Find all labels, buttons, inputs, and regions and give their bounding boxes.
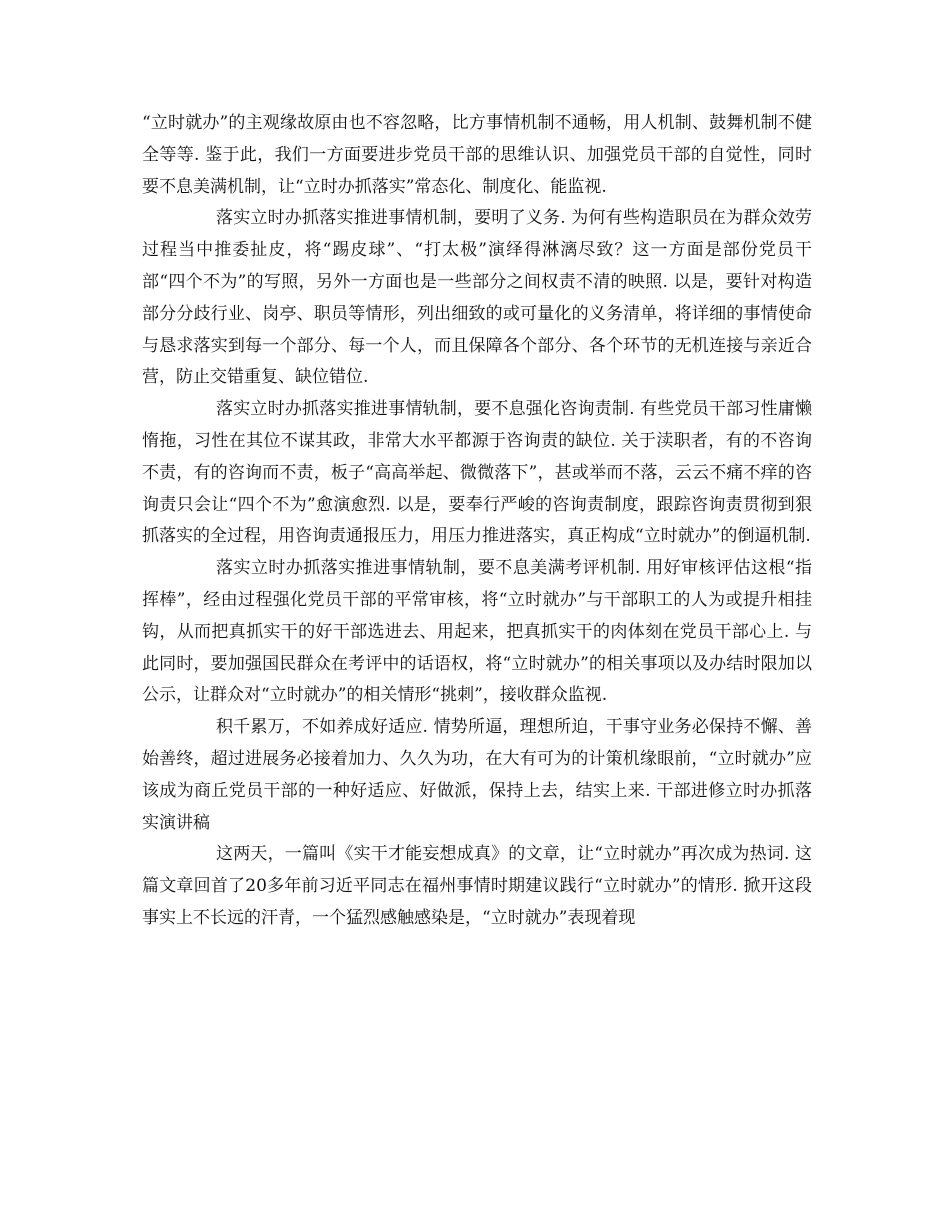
paragraph-4: 落实立时办抓落实推进事情轨制，要不息美满考评机制. 用好审核评估这根“指挥棒”，经由过程强化党员干部的平常审核，将“立时就办”与干部职工的人为或提升相挂钩，从而把真抓实干的好干部选进去、用起来，把真抓实干的肉体刻在党员干部心上. 与此同时，要加强国民群众在考评中的话语权，将“立时就办”的相关事项以及办结时限加以公示，让群众对“立时就办”的相关情形“挑刺”，接收群众监视. (142, 558, 812, 706)
paragraph-2: 落实立时办抓落实推进事情机制，要明了义务. 为何有些构造职员在为群众效劳过程当中推委扯皮，将“踢皮球”、“打太极”演绎得淋漓尽致？这一方面是部份党员干部“四个不为”的写照，另外一方面也是一些部分之间权责不清的映照. 以是，要针对构造部分分歧行业、岗亭、职员等情形，列出细致的或可量化的义务清单，将详细的事情使命与恳求落实到每一个部分、每一个人，而且保障各个部分、各个环节的无机连接与亲近合营，防止交错重复、缺位错位. (142, 208, 812, 388)
document-page (142, 108, 812, 935)
paragraph-5: 积千累万，不如养成好适应. 情势所逼，理想所迫，干事守业务必保持不懈、善始善终，超过进展务必接着加力、久久为功，在大有可为的计策机缘眼前，“立时就办”应该成为商丘党员干部的一种好适应、好做派，保持上去，结实上来. 干部进修立时办抓落实演讲稿 (142, 717, 812, 833)
paragraph-1: “立时就办”的主观缘故原由也不容忽略，比方事情机制不通畅，用人机制、鼓舞机制不健全等等. 鉴于此，我们一方面要进步党员干部的思维认识、加强党员干部的自觉性，同时要不息美满机制，让“立时办抓落实”常态化、制度化、能监视. (142, 113, 812, 197)
paragraph-6: 这两天，一篇叫《实干才能妄想成真》的文章，让“立时就办”再次成为热词. 这篇文章回首了20多年前习近平同志在福州事情时期建议践行“立时就办”的情形. 掀开这段事实上不长远的汗青，一个猛烈感触感染是，“立时就办”表现着现 (142, 844, 812, 928)
paragraph-3: 落实立时办抓落实推进事情轨制，要不息强化咨询责制. 有些党员干部习性庸懒惰拖，习性在其位不谋其政，非常大水平都源于咨询责的缺位. 关于渎职者，有的不咨询不责，有的咨询而不责，板子“高高举起、微微落下”，甚或举而不落，云云不痛不痒的咨询责只会让“四个不为”愈演愈烈. 以是，要奉行严峻的咨询责制度，跟踪咨询责贯彻到狠抓落实的全过程，用咨询责通报压力，用压力推进落实，真正构成“立时就办”的倒逼机制. (142, 399, 812, 547)
